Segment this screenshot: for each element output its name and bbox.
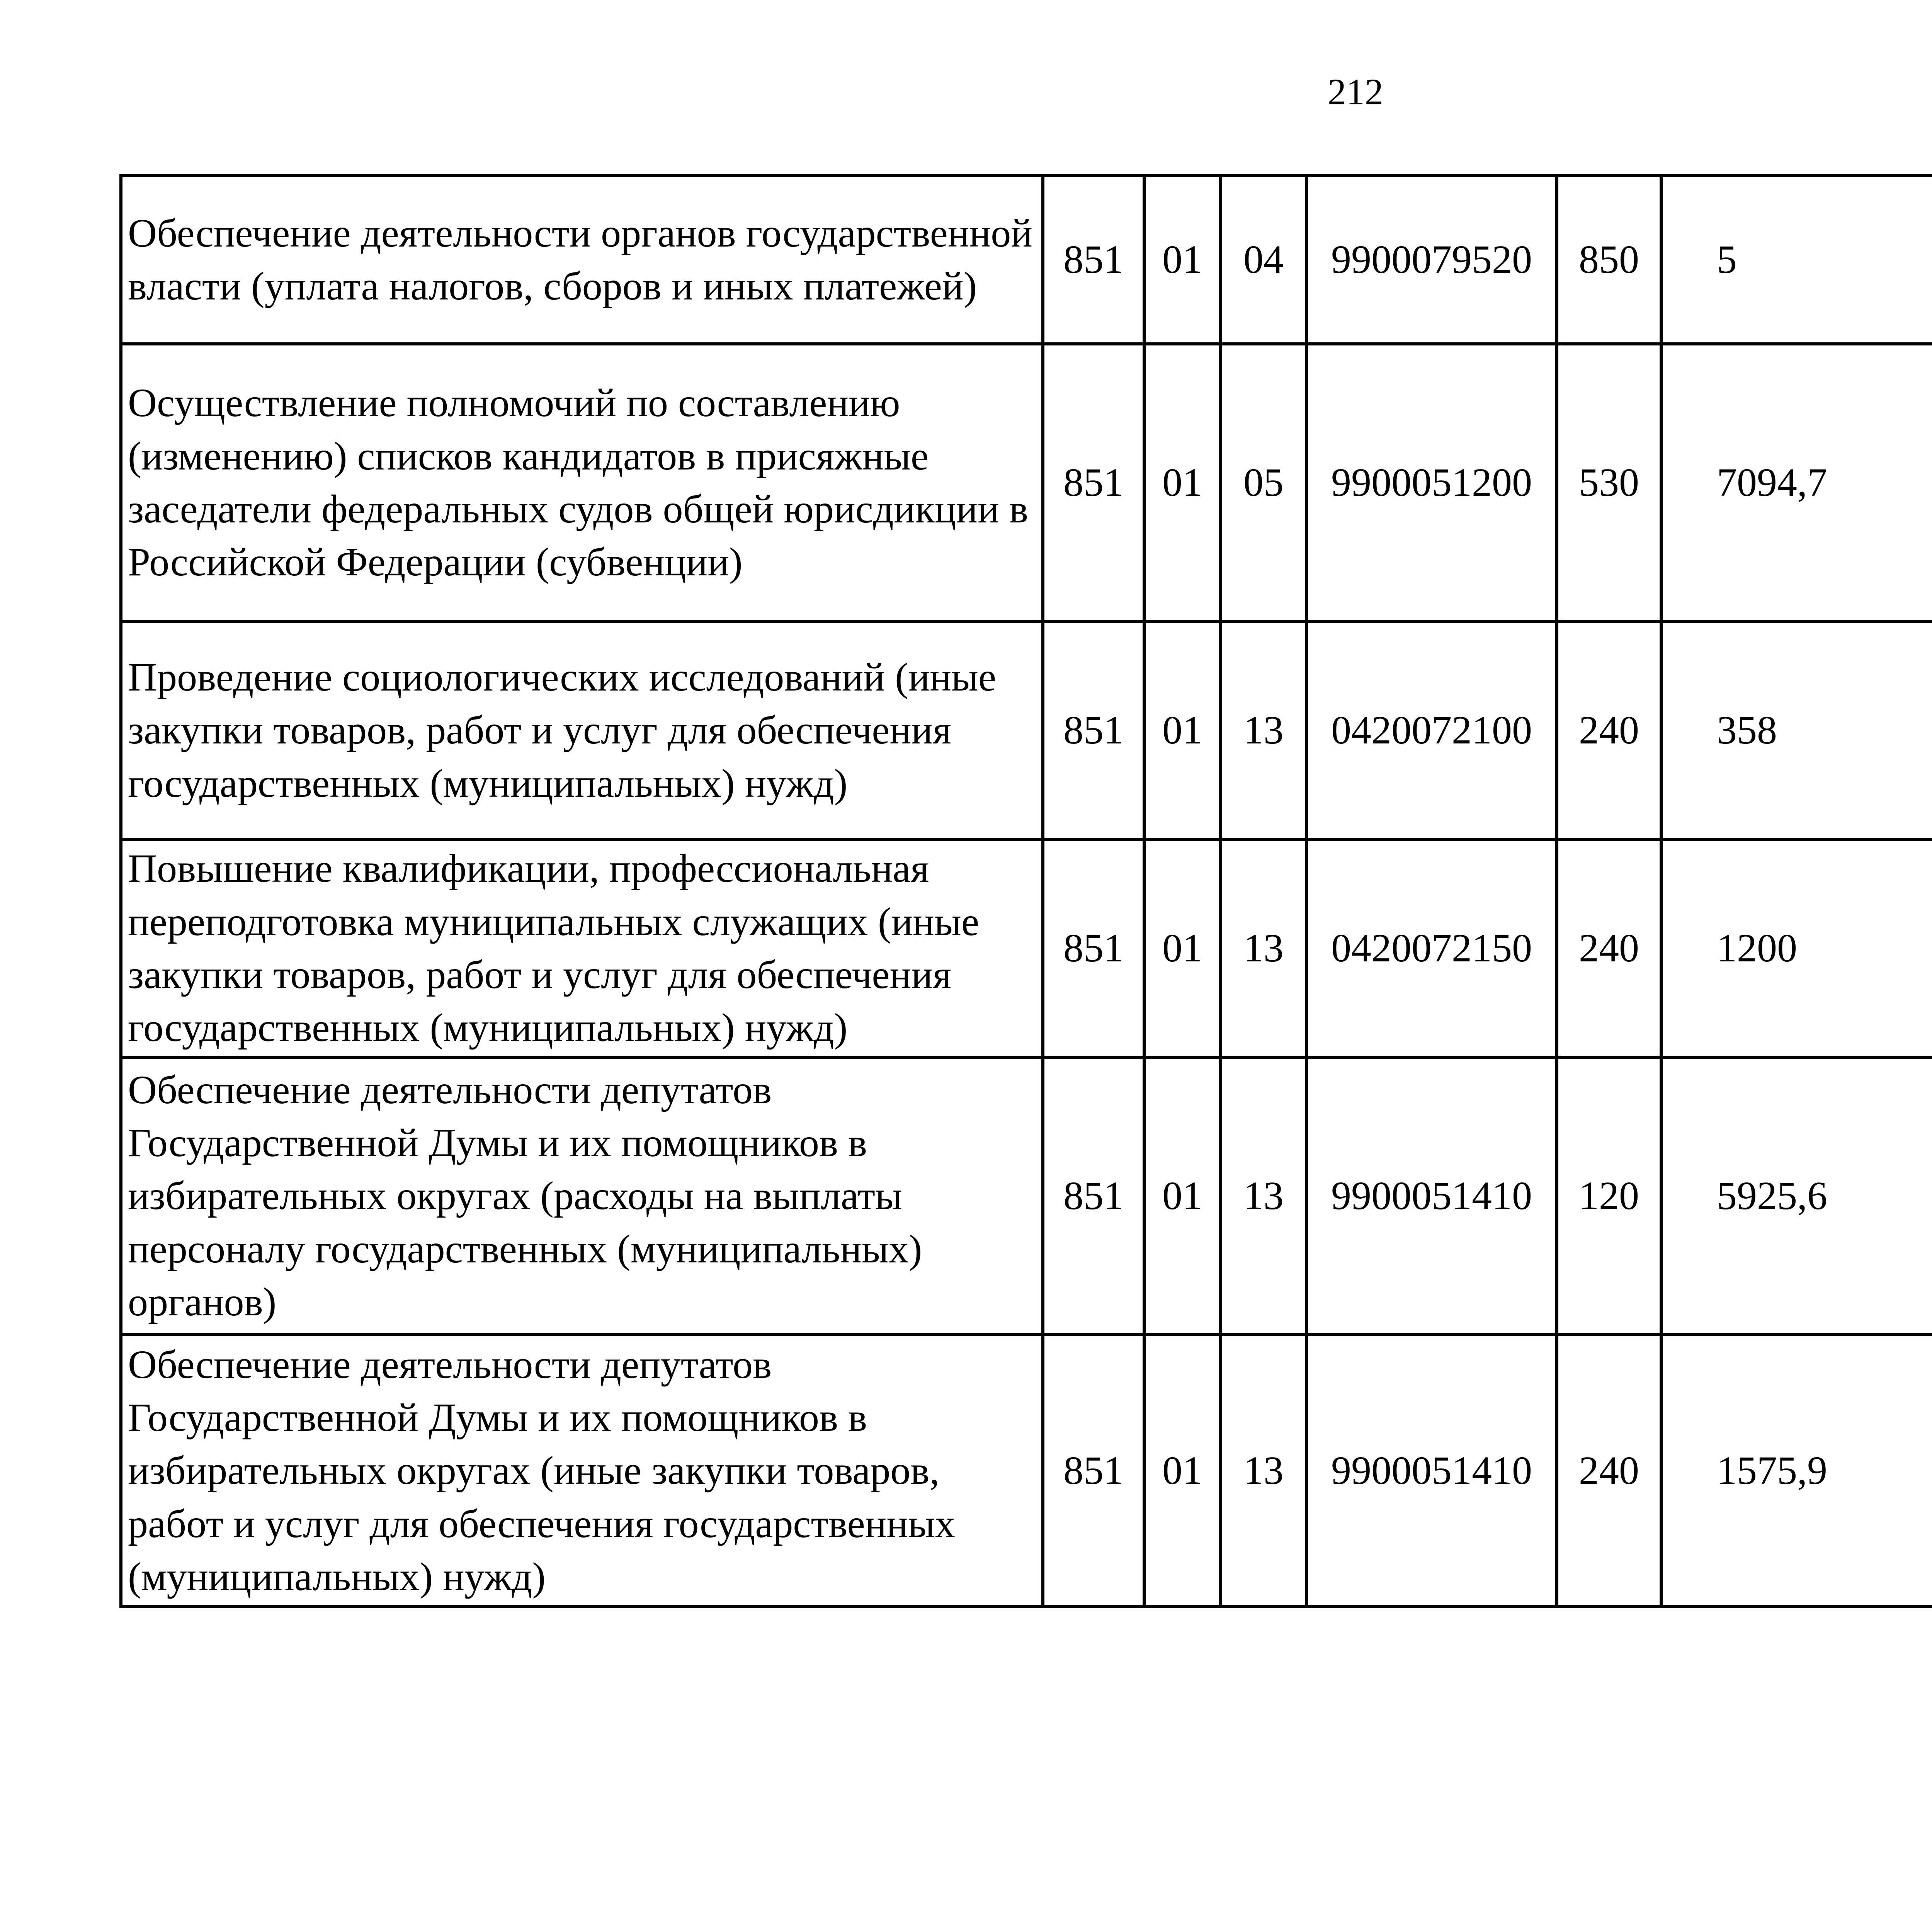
expense-type-code: 120 xyxy=(1557,1057,1661,1335)
section-code: 01 xyxy=(1144,839,1221,1057)
table-row xyxy=(121,839,1932,1057)
budget-table xyxy=(119,174,1932,1608)
row-name: Повышение квалификации, профессиональная переподготовка муниципальных служащих (иные закупки товаров, работ и услуг для обеспечения государственных (муниципальных) нужд) xyxy=(121,839,1043,1057)
amount-year-1: 7094,7 xyxy=(1661,344,1932,621)
target-article-code: 9900079520 xyxy=(1306,175,1557,344)
ministry-code: 851 xyxy=(1043,839,1144,1057)
expense-type-code: 240 xyxy=(1557,1335,1661,1607)
target-article-code: 9900051410 xyxy=(1306,1335,1557,1607)
target-article-code: 9900051200 xyxy=(1306,344,1557,621)
subsection-code: 13 xyxy=(1221,621,1306,839)
section-code: 01 xyxy=(1144,175,1221,344)
ministry-code: 851 xyxy=(1043,344,1144,621)
subsection-code: 05 xyxy=(1221,344,1306,621)
row-name: Обеспечение деятельности органов государственной власти (уплата налогов, сборов и иных платежей) xyxy=(121,175,1043,344)
section-code: 01 xyxy=(1144,344,1221,621)
ministry-code: 851 xyxy=(1043,175,1144,344)
table-row xyxy=(121,1057,1932,1335)
amount-year-1: 1575,9 xyxy=(1661,1335,1932,1607)
ministry-code: 851 xyxy=(1043,1057,1144,1335)
subsection-code: 04 xyxy=(1221,175,1306,344)
section-code: 01 xyxy=(1144,621,1221,839)
table-row xyxy=(121,344,1932,621)
target-article-code: 9900051410 xyxy=(1306,1057,1557,1335)
row-name: Осуществление полномочий по составлению (изменению) списков кандидатов в присяжные заседатели федеральных судов общей юрисдикции в Российской Федерации (субвенции) xyxy=(121,344,1043,621)
expense-type-code: 240 xyxy=(1557,621,1661,839)
amount-year-1: 358 xyxy=(1661,621,1932,839)
table-row xyxy=(121,175,1932,344)
table-row xyxy=(121,621,1932,839)
target-article-code: 0420072150 xyxy=(1306,839,1557,1057)
ministry-code: 851 xyxy=(1043,1335,1144,1607)
ministry-code: 851 xyxy=(1043,621,1144,839)
target-article-code: 0420072100 xyxy=(1306,621,1557,839)
section-code: 01 xyxy=(1144,1335,1221,1607)
row-name: Обеспечение деятельности депутатов Государственной Думы и их помощников в избирательных округах (расходы на выплаты персоналу государственных (муниципальных) органов) xyxy=(121,1057,1043,1335)
expense-type-code: 850 xyxy=(1557,175,1661,344)
amount-year-1: 5925,6 xyxy=(1661,1057,1932,1335)
subsection-code: 13 xyxy=(1221,839,1306,1057)
page-number: 212 xyxy=(1328,71,1383,112)
expense-type-code: 530 xyxy=(1557,344,1661,621)
row-name: Обеспечение деятельности депутатов Государственной Думы и их помощников в избирательных округах (иные закупки товаров, работ и услуг для обеспечения государственных (муниципальных) нужд) xyxy=(121,1335,1043,1607)
table-row xyxy=(121,1335,1932,1607)
subsection-code: 13 xyxy=(1221,1057,1306,1335)
subsection-code: 13 xyxy=(1221,1335,1306,1607)
amount-year-1: 1200 xyxy=(1661,839,1932,1057)
section-code: 01 xyxy=(1144,1057,1221,1335)
row-name: Проведение социологических исследований (иные закупки товаров, работ и услуг для обеспечения государственных (муниципальных) нужд) xyxy=(121,621,1043,839)
amount-year-1: 5 xyxy=(1661,175,1932,344)
expense-type-code: 240 xyxy=(1557,839,1661,1057)
